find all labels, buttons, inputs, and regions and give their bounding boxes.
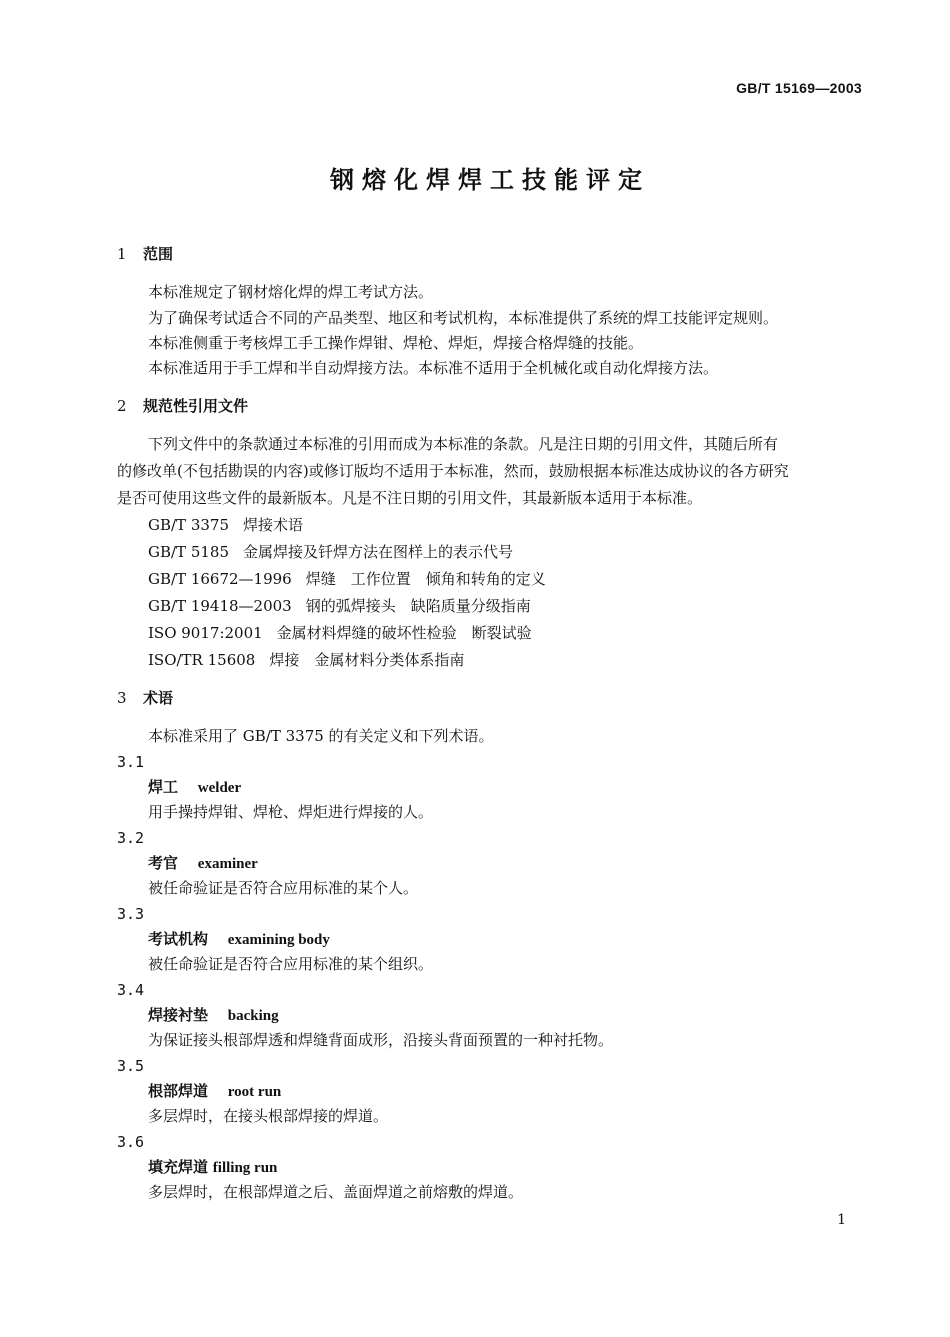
paragraph: 本标准适用于手工焊和半自动焊接方法。本标准不适用于全机械化或自动化焊接方法。 [148,359,719,377]
section-title: 规范性引用文件 [143,397,249,415]
reference-title: 焊接术语 [243,516,304,534]
term-number: 3.4 [117,981,145,999]
paragraph-line: 下列文件中的条款通过本标准的引用而成为本标准的条款。凡是注日期的引用文件，其随后所有 [148,435,779,453]
term-heading [148,1081,281,1102]
term-definition: 被任命验证是否符合应用标准的某个组织。 [148,955,434,973]
reference-code: GB/T 3375 [148,516,230,534]
paragraph: 本标准采用了 GB/T 3375 的有关定义和下列术语。 [148,727,494,745]
standard-number: GB/T 15169—2003 [736,80,862,96]
term-english: welder [197,780,242,796]
paragraph-line: 的修改单(不包括勘误的内容)或修订版均不适用于本标准，然而，鼓励根据本标准达成协议的各方研究 [117,462,789,480]
term-english: examiner [197,856,258,872]
section-1-heading [117,244,173,264]
reference-code: GB/T 19418—2003 [148,597,292,615]
term-english: examining body [227,932,330,948]
page-number: 1 [837,1212,846,1228]
reference-title: 金属焊接及钎焊方法在图样上的表示代号 [243,543,514,561]
term-english: filling run [212,1160,278,1176]
reference-item [148,515,303,535]
reference-item [148,623,532,643]
term-number: 3.6 [117,1133,145,1151]
term-definition: 被任命验证是否符合应用标准的某个人。 [148,879,419,897]
term-definition: 多层焊时，在接头根部焊接的焊道。 [148,1107,389,1125]
term-chinese: 焊接衬垫 [148,1006,209,1024]
term-english: root run [227,1084,282,1100]
reference-item [148,650,464,670]
reference-item [148,542,513,562]
term-heading [148,1157,277,1178]
term-heading [148,929,330,950]
paragraph: 本标准规定了钢材熔化焊的焊工考试方法。 [148,283,434,301]
paragraph-line: 是否可使用这些文件的最新版本。凡是不注日期的引用文件，其最新版本适用于本标准。 [117,489,703,507]
term-number: 3.1 [117,753,145,771]
reference-title: 金属材料焊缝的破坏性检验 断裂试验 [276,624,532,642]
reference-title: 钢的弧焊接头 缺陷质量分级指南 [305,597,531,615]
section-2-heading [117,396,248,416]
term-heading [148,777,241,798]
term-definition: 多层焊时，在根部焊道之后、盖面焊道之前熔敷的焊道。 [148,1183,524,1201]
document-title: 钢熔化焊焊工技能评定 [330,166,650,194]
term-definition: 用手操持焊钳、焊枪、焊炬进行焊接的人。 [148,803,434,821]
reference-item [148,596,531,616]
term-number: 3.2 [117,829,145,847]
term-chinese: 填充焊道 [148,1158,209,1176]
term-definition: 为保证接头根部焊透和焊缝背面成形，沿接头背面预置的一种衬托物。 [148,1031,614,1049]
term-chinese: 焊工 [148,778,179,796]
term-english: backing [227,1008,279,1024]
term-number: 3.3 [117,905,145,923]
section-number: 1 [117,245,127,263]
section-3-heading [117,688,173,708]
reference-code: GB/T 16672—1996 [148,570,292,588]
reference-title: 焊缝 工作位置 倾角和转角的定义 [305,570,546,588]
section-title: 术语 [143,689,174,707]
term-chinese: 考官 [148,854,179,872]
section-number: 3 [117,689,127,707]
term-heading [148,853,258,874]
reference-item [148,569,546,589]
term-heading [148,1005,279,1026]
reference-code: GB/T 5185 [148,543,230,561]
paragraph: 为了确保考试适合不同的产品类型、地区和考试机构，本标准提供了系统的焊工技能评定规则。 [148,309,779,327]
section-title: 范围 [143,245,174,263]
section-number: 2 [117,397,127,415]
paragraph: 本标准侧重于考核焊工手工操作焊钳、焊枪、焊炬，焊接合格焊缝的技能。 [148,334,644,352]
term-chinese: 考试机构 [148,930,209,948]
reference-title: 焊接 金属材料分类体系指南 [269,651,465,669]
term-chinese: 根部焊道 [148,1082,209,1100]
reference-code: ISO/TR 15608 [148,651,256,669]
reference-code: ISO 9017:2001 [148,624,263,642]
term-number: 3.5 [117,1057,145,1075]
